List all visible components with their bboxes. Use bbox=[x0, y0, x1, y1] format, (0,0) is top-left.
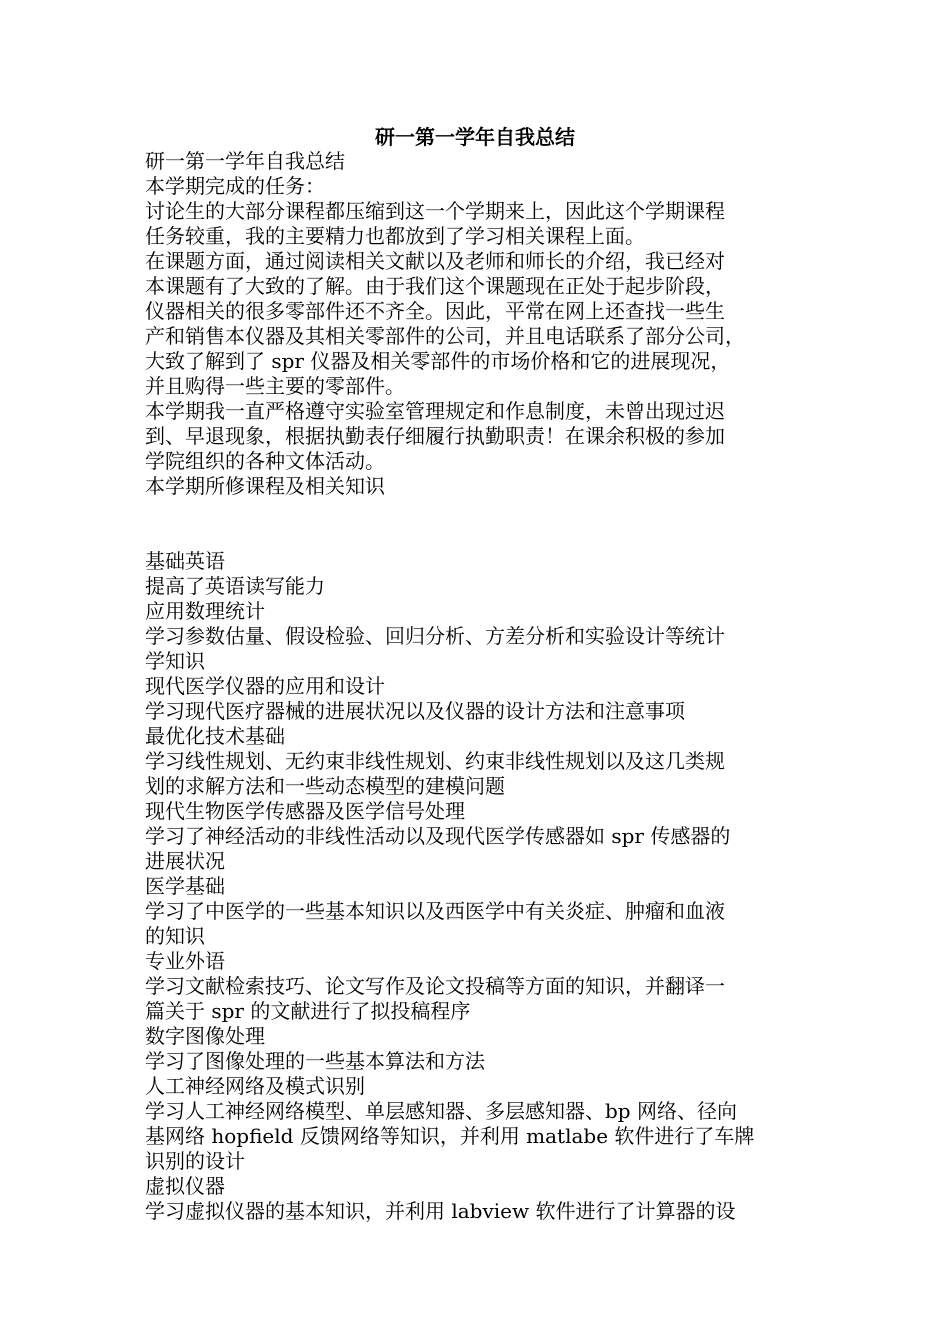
text-line: 大致了解到了 spr 仪器及相关零部件的市场价格和它的进展现况， bbox=[145, 349, 731, 373]
course-description: 篇关于 spr 的文献进行了拟投稿程序 bbox=[145, 999, 471, 1023]
text-line: 仪器相关的很多零部件还不齐全。因此，平常在网上还查找一些生 bbox=[145, 299, 725, 323]
text-line: 到、早退现象，根据执勤表仔细履行执勤职责！在课余积极的参加 bbox=[145, 424, 725, 448]
text-line: 讨论生的大部分课程都压缩到这一个学期来上，因此这个学期课程 bbox=[145, 199, 725, 223]
text-line: 本学期完成的任务： bbox=[145, 174, 325, 198]
course-name: 最优化技术基础 bbox=[145, 724, 285, 748]
course-description: 学习了中医学的一些基本知识以及西医学中有关炎症、肿瘤和血液 bbox=[145, 899, 725, 923]
course-description: 学习现代医疗器械的进展状况以及仪器的设计方法和注意事项 bbox=[145, 699, 685, 723]
course-description: 学习虚拟仪器的基本知识，并利用 labview 软件进行了计算器的设 bbox=[145, 1199, 736, 1223]
course-name: 现代生物医学传感器及医学信号处理 bbox=[145, 799, 465, 823]
course-description: 学习线性规划、无约束非线性规划、约束非线性规划以及这几类规 bbox=[145, 749, 725, 773]
text-line: 产和销售本仪器及其相关零部件的公司，并且电话联系了部分公司， bbox=[145, 324, 745, 348]
course-description: 的知识 bbox=[145, 924, 205, 948]
course-name: 专业外语 bbox=[145, 949, 225, 973]
course-description: 学习参数估量、假设检验、回归分析、方差分析和实验设计等统计 bbox=[145, 624, 725, 648]
text-line: 研一第一学年自我总结 bbox=[145, 149, 345, 173]
course-description: 提高了英语读写能力 bbox=[145, 574, 325, 598]
course-description: 进展状况 bbox=[145, 849, 225, 873]
paragraph-spacer bbox=[145, 499, 810, 549]
course-description: 基网络 hopfield 反馈网络等知识，并利用 matlabe 软件进行了车牌 bbox=[145, 1124, 755, 1148]
text-line: 并且购得一些主要的零部件。 bbox=[145, 374, 405, 398]
course-description: 学习了神经活动的非线性活动以及现代医学传感器如 spr 传感器的 bbox=[145, 824, 731, 848]
course-name: 基础英语 bbox=[145, 549, 225, 573]
text-line: 本学期我一直严格遵守实验室管理规定和作息制度，未曾出现过迟 bbox=[145, 399, 725, 423]
course-description: 学习文献检索技巧、论文写作及论文投稿等方面的知识，并翻译一 bbox=[145, 974, 725, 998]
course-name: 人工神经网络及模式识别 bbox=[145, 1074, 365, 1098]
text-line: 本学期所修课程及相关知识 bbox=[145, 474, 385, 498]
text-line: 本课题有了大致的了解。由于我们这个课题现在正处于起步阶段， bbox=[145, 274, 725, 298]
course-description: 划的求解方法和一些动态模型的建模问题 bbox=[145, 774, 505, 798]
course-name: 数字图像处理 bbox=[145, 1024, 265, 1048]
text-line: 在课题方面，通过阅读相关文献以及老师和师长的介绍，我已经对 bbox=[145, 249, 725, 273]
document-title: 研一第一学年自我总结 bbox=[375, 125, 575, 149]
course-description: 学习了图像处理的一些基本算法和方法 bbox=[145, 1049, 485, 1073]
course-name: 虚拟仪器 bbox=[145, 1174, 225, 1198]
course-name: 医学基础 bbox=[145, 874, 225, 898]
text-line: 学院组织的各种文体活动。 bbox=[145, 449, 385, 473]
course-name: 现代医学仪器的应用和设计 bbox=[145, 674, 385, 698]
text-line: 任务较重，我的主要精力也都放到了学习相关课程上面。 bbox=[145, 224, 645, 248]
course-name: 应用数理统计 bbox=[145, 599, 265, 623]
course-description: 学习人工神经网络模型、单层感知器、多层感知器、bp 网络、径向 bbox=[145, 1099, 737, 1123]
document-body bbox=[145, 149, 810, 1224]
course-description: 学知识 bbox=[145, 649, 205, 673]
course-description: 识别的设计 bbox=[145, 1149, 245, 1173]
